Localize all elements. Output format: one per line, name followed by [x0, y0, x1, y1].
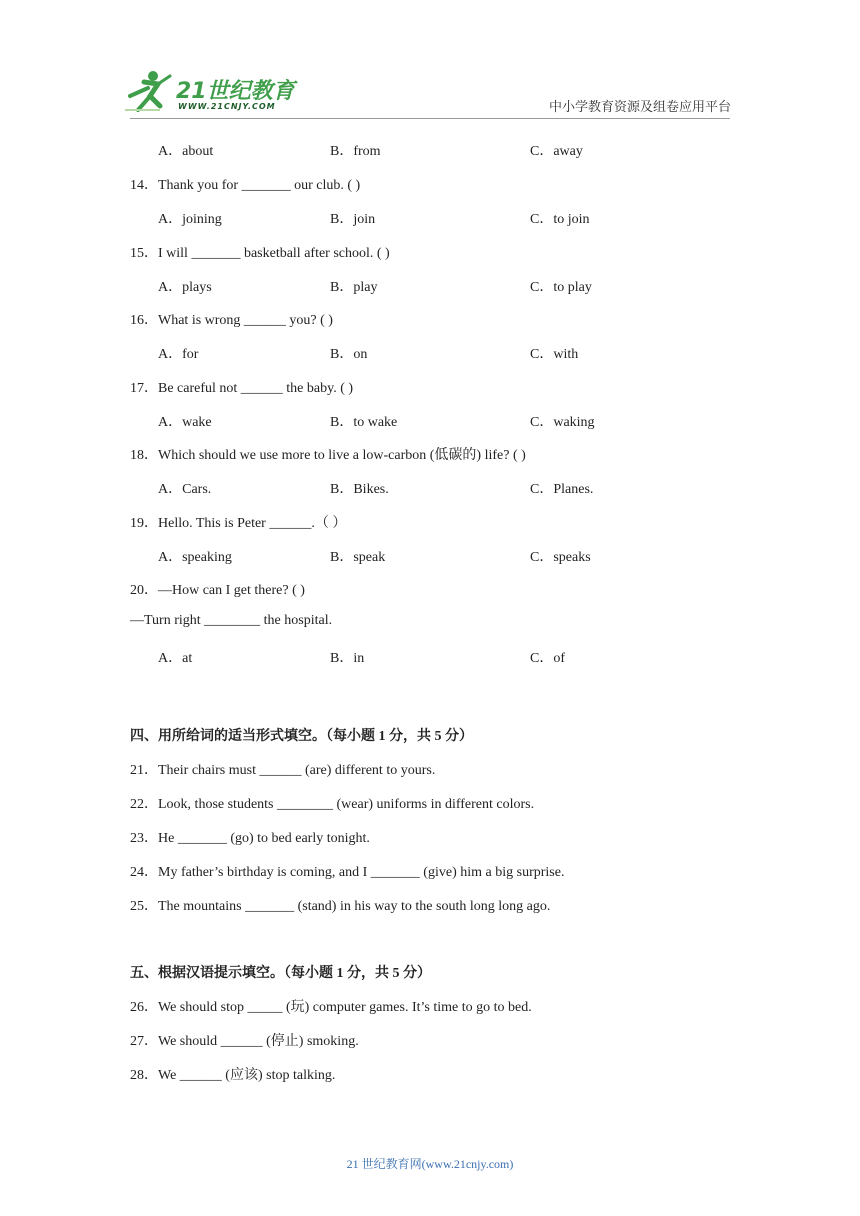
q15-stem: 15．I will _______ basketball after school. ( )	[130, 246, 390, 261]
q19-stem: 19．Hello. This is Peter ______.（ ）	[130, 516, 347, 531]
q14-option-b: B．join	[330, 212, 376, 227]
q17-option-a: A．wake	[158, 415, 212, 430]
q19-option-a: A．speaking	[158, 550, 232, 565]
q18-option-a: A．Cars.	[158, 482, 212, 497]
logo-text: 21世纪教育	[176, 79, 295, 104]
q20-option-c: C．of	[530, 651, 565, 666]
q18-option-c: C．Planes.	[530, 482, 594, 497]
q28-stem: 28．We ______ (应该) stop talking.	[130, 1068, 336, 1083]
q13-option-b: B．from	[330, 144, 381, 159]
q19-option-c: C．speaks	[530, 550, 591, 565]
q18-stem: 18．Which should we use more to live a low-carbon (低碳的) life? ( )	[130, 448, 526, 463]
q26-stem: 26．We should stop _____ (玩) computer games. It’s time to go to bed.	[130, 1000, 532, 1015]
logo-url: WWW.21CNJY.COM	[178, 102, 276, 111]
q23-stem: 23．He _______ (go) to bed early tonight.	[130, 831, 370, 846]
q25-stem: 25．The mountains _______ (stand) in his way to the south long long ago.	[130, 899, 551, 914]
q17-option-b: B．to wake	[330, 415, 398, 430]
section-4-title: 四、用所给词的适当形式填空。（每小题 1 分，共 5 分）	[130, 729, 473, 744]
q14-option-a: A．joining	[158, 212, 222, 227]
q21-stem: 21．Their chairs must ______ (are) different to yours.	[130, 763, 436, 778]
q19-option-b: B．speak	[330, 550, 386, 565]
q17-option-c: C．waking	[530, 415, 595, 430]
q14-option-c: C．to join	[530, 212, 590, 227]
q20-option-b: B．in	[330, 651, 365, 666]
q20-option-a: A．at	[158, 651, 193, 666]
q22-stem: 22．Look, those students ________ (wear) uniforms in different colors.	[130, 797, 535, 812]
header-divider	[130, 118, 730, 119]
q20-stem-reply: —Turn right ________ the hospital.	[130, 613, 333, 628]
q17-stem: 17．Be careful not ______ the baby. ( )	[130, 381, 354, 396]
q16-stem: 16．What is wrong ______ you? ( )	[130, 313, 333, 328]
q24-stem: 24．My father’s birthday is coming, and I _______ (give) him a big surprise.	[130, 865, 565, 880]
q15-option-c: C．to play	[530, 280, 592, 295]
q16-option-b: B．on	[330, 347, 368, 362]
q15-option-b: B．play	[330, 280, 378, 295]
platform-tagline: 中小学教育资源及组卷应用平台	[549, 99, 732, 114]
footer-link[interactable]: 21 世纪教育网(www.21cnjy.com)	[346, 1157, 514, 1171]
q15-option-a: A．plays	[158, 280, 212, 295]
q16-option-a: A．for	[158, 347, 199, 362]
q20-stem: 20．—How can I get there? ( )	[130, 583, 305, 598]
section-5-title: 五、根据汉语提示填空。（每小题 1 分，共 5 分）	[130, 966, 431, 981]
q14-stem: 14．Thank you for _______ our club. ( )	[130, 178, 361, 193]
q27-stem: 27．We should ______ (停止) smoking.	[130, 1034, 359, 1049]
q13-option-a: A．about	[158, 144, 214, 159]
q16-option-c: C．with	[530, 347, 579, 362]
site-logo	[120, 66, 310, 116]
q13-option-c: C．away	[530, 144, 583, 159]
q18-option-b: B．Bikes.	[330, 482, 389, 497]
